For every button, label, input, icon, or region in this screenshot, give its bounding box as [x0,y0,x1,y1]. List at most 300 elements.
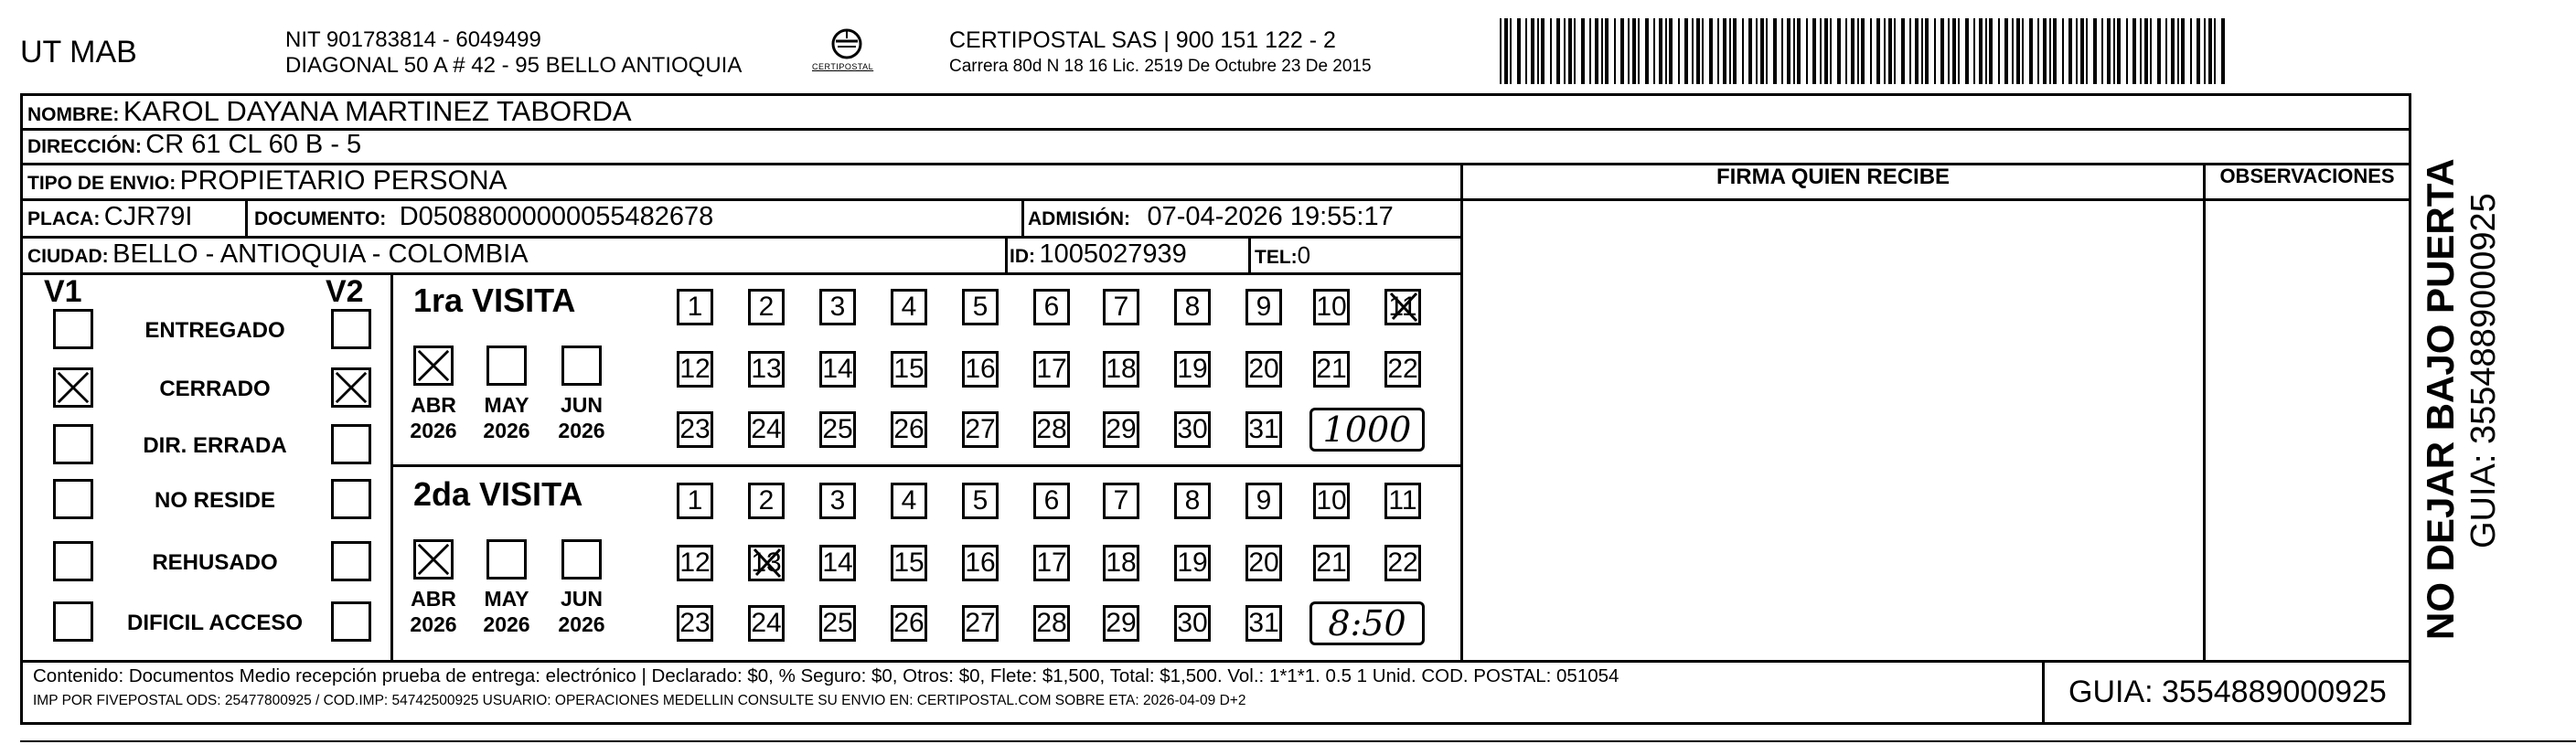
day-number: 1 [687,292,703,322]
year-label: 2026 [483,612,530,636]
barcode-bar [2012,18,2014,84]
day-number: 30 [1177,608,1208,638]
barcode-bar [1773,18,1777,84]
barcode-bar [2076,18,2078,84]
day-box[interactable] [1384,483,1421,519]
barcode-bar [1742,18,1744,84]
barcode-bar [2126,18,2128,84]
barcode-bar [2132,18,2136,84]
check-mark-icon [416,348,451,383]
day-number: 20 [1248,548,1279,578]
barcode-bar [1645,18,1649,84]
day-number: 17 [1036,548,1067,578]
day-number: 27 [965,608,996,638]
day-number: 5 [972,485,989,516]
day-box[interactable] [819,605,856,642]
barcode-bar [2101,18,2103,84]
v1-checkbox[interactable] [53,309,93,349]
day-number: 8 [1184,292,1201,322]
barcode-bar [1985,18,1987,84]
status-option-label: DIFICIL ACCESO [126,611,303,635]
day-number: 18 [1106,548,1137,578]
firma-header: FIRMA QUIEN RECIBE [1716,165,1951,189]
day-box[interactable] [1033,605,1070,642]
day-box[interactable] [1033,545,1070,581]
barcode-bar [1638,18,1640,84]
day-box[interactable] [1174,411,1211,448]
day-box[interactable] [819,351,856,388]
barcode-bar [1684,18,1688,84]
barcode-bar [1845,18,1847,84]
handwritten-time-box[interactable] [1309,601,1425,645]
day-box[interactable] [962,483,999,519]
status-option-label: CERRADO [159,377,271,401]
barcode-bar [2221,18,2225,84]
status-option-label: REHUSADO [152,550,278,575]
tipo-envio-label: TIPO DE ENVIO: [27,173,176,194]
barcode-bar [2208,18,2212,84]
barcode-bar [2107,18,2111,84]
day-box[interactable] [891,351,927,388]
placa-value: CJR79I [103,202,193,231]
direccion-row [27,130,361,160]
day-box[interactable] [1174,605,1211,642]
barcode-bar [1989,18,1993,84]
day-box[interactable] [1313,351,1350,388]
day-number: 30 [1177,414,1208,444]
day-box[interactable] [748,351,785,388]
v2-checkbox[interactable] [331,309,371,349]
day-number: 23 [679,414,711,444]
observaciones-header: OBSERVACIONES [2219,165,2395,187]
day-box[interactable] [1313,289,1350,325]
barcode-bar [1702,18,1704,84]
ciudad-value: BELLO - ANTIOQUIA - COLOMBIA [112,239,529,269]
day-box[interactable] [1245,605,1282,642]
barcode-bar [2113,18,2115,84]
day-number: 15 [893,548,925,578]
barcode-bar [1581,18,1585,84]
handwritten-time: 8:50 [1328,603,1406,643]
barcode-bar [1556,18,1560,84]
day-box[interactable] [891,289,927,325]
day-number: 11 [1388,292,1417,322]
barcode-bar [1934,18,1936,84]
barcode-bar [2068,18,2072,84]
barcode-bar [1793,18,1795,84]
company-name: UT MAB [20,35,137,69]
day-number: 2 [758,292,775,322]
day-number: 3 [829,485,846,516]
barcode-bar [1958,18,1960,84]
barcode-bar [1870,18,1872,84]
day-box[interactable] [748,605,785,642]
barcode-bar [2037,18,2039,84]
company-address: DIAGONAL 50 A # 42 - 95 BELLO ANTIOQUIA [285,53,743,78]
barcode-bar [1669,18,1673,84]
footer-imp: IMP POR FIVEPOSTAL ODS: 25477800925 / COD.IMP: 54742500925 USUARIO: OPERACIONES MEDELLIN CONSULTE SU ENVIO EN: CERTIPOSTAL.COM SOBRE ETA: 2026-04-09 D+2 [33,693,1246,708]
month-checkbox-jun[interactable] [561,346,602,386]
day-number: 2 [758,485,775,516]
day-mark-icon [749,544,787,582]
direccion-value: CR 61 CL 60 B - 5 [145,130,362,159]
barcode-bar [2171,18,2175,84]
day-box[interactable] [677,483,713,519]
barcode-bar [1861,18,1865,84]
barcode-bar [2140,18,2142,84]
barcode-bar [1510,18,1512,84]
day-box[interactable] [748,289,785,325]
day-number: 15 [893,354,925,384]
barcode-bar [1504,18,1508,84]
year-label: 2026 [558,612,605,636]
barcode-bar [1517,18,1521,84]
day-number: 27 [965,414,996,444]
day-number: 14 [822,354,853,384]
day-box[interactable] [962,411,999,448]
day-box[interactable] [1384,351,1421,388]
barcode-bar [1632,18,1636,84]
barcode-bar [2086,18,2088,84]
admision-label: ADMISIÓN: [1028,208,1130,229]
barcode-bar [1766,18,1768,84]
year-label: 2026 [558,419,605,442]
barcode-bar [1830,18,1832,84]
day-number: 19 [1177,548,1208,578]
day-number: 12 [679,354,711,384]
nombre-value: KAROL DAYANA MARTINEZ TABORDA [123,95,632,127]
day-box[interactable] [819,411,856,448]
tel-value: 0 [1297,241,1311,269]
barcode-bar [1756,18,1758,84]
day-box[interactable] [891,483,927,519]
barcode-bar [1564,18,1566,84]
day-number: 25 [822,608,853,638]
day-number: 22 [1387,548,1418,578]
day-number: 7 [1113,485,1129,516]
day-box[interactable] [677,545,713,581]
day-number: 3 [829,292,846,322]
day-number: 25 [822,414,853,444]
barcode-bar [1857,18,1859,84]
handwritten-time-box[interactable] [1309,408,1425,452]
day-box[interactable] [1174,351,1211,388]
barcode-bar [1781,18,1783,84]
day-number: 11 [1388,485,1417,516]
barcode-bar [1901,18,1905,84]
day-box[interactable] [1245,545,1282,581]
day-number: 21 [1316,354,1347,384]
barcode-bar [2181,18,2185,84]
placa-label: PLACA: [27,208,101,229]
v1-checkbox[interactable] [53,541,93,581]
barcode [1500,18,2231,84]
year-label: 2026 [410,612,457,636]
nombre-row [27,95,632,128]
day-box[interactable] [1033,411,1070,448]
day-box[interactable] [677,351,713,388]
month-checkbox-abr[interactable] [413,346,454,386]
day-box[interactable] [1313,483,1350,519]
barcode-bar [1979,18,1983,84]
day-box[interactable] [748,411,785,448]
barcode-bar [1696,18,1700,84]
no-dejar-bajo-puerta: NO DEJAR BAJO PUERTA [2419,158,2462,640]
month-label: ABR [411,393,456,417]
barcode-bar [1973,18,1975,84]
barcode-bar [1894,18,1896,84]
check-mark-icon [416,542,451,577]
day-number: 26 [893,608,925,638]
day-number: 14 [822,548,853,578]
barcode-bar [1729,18,1731,84]
status-option-label: DIR. ERRADA [143,433,287,458]
day-box[interactable] [1174,483,1211,519]
barcode-bar [2016,18,2020,84]
barcode-bar [1550,18,1552,84]
day-number: 7 [1113,292,1129,322]
barcode-bar [1678,18,1680,84]
courier-name: CERTIPOSTAL SAS | 900 151 122 - 2 [949,27,1336,53]
visit-title: 1ra VISITA [413,282,576,319]
day-box[interactable] [677,289,713,325]
day-box[interactable] [1103,351,1139,388]
footer-contenido: Contenido: Documentos Medio recepción prueba de entrega: electrónico | Declarado: $0, % Seguro: $0, Otros: $0, Flete: $1,500, Total: $1,500. Vol.: 1*1*1. 0.5 1 Unid. COD. POSTAL: 051054 [33,665,1619,686]
day-box[interactable] [1033,289,1070,325]
barcode-bar [1723,18,1726,84]
day-box[interactable] [1313,545,1350,581]
admision-cell [1028,202,1394,232]
day-number: 1 [687,485,703,516]
day-box[interactable] [1174,289,1211,325]
day-box[interactable] [819,545,856,581]
barcode-bar [1915,18,1919,84]
day-box[interactable] [1103,483,1139,519]
day-box[interactable] [891,545,927,581]
tel-label: TEL: [1255,247,1298,268]
barcode-bar [2165,18,2167,84]
barcode-bar [1921,18,1923,84]
documento-value: D05088000000055482678 [399,202,714,231]
year-label: 2026 [483,419,530,442]
barcode-bar [1601,18,1603,84]
courier-address: Carrera 80d N 18 16 Lic. 2519 De Octubre 23 De 2015 [949,57,1372,76]
barcode-bar [1628,18,1630,84]
month-label: ABR [411,587,456,611]
day-box[interactable] [1033,483,1070,519]
v1-checkbox[interactable] [53,479,93,519]
tel-cell [1255,241,1310,270]
barcode-bar [2022,18,2024,84]
v1-header: V1 [44,274,82,309]
v2-checkbox[interactable] [331,424,371,464]
day-box[interactable] [962,289,999,325]
barcode-bar [2190,18,2192,84]
day-box[interactable] [819,483,856,519]
barcode-bar [1692,18,1694,84]
day-number: 29 [1106,414,1137,444]
barcode-bar [2214,18,2216,84]
barcode-bar [1820,18,1822,84]
barcode-bar [1812,18,1816,84]
day-number: 4 [901,292,917,322]
day-box[interactable] [962,605,999,642]
barcode-bar [2062,18,2064,84]
barcode-bar [2197,18,2200,84]
day-number: 21 [1316,548,1347,578]
barcode-bar [1940,18,1944,84]
barcode-bar [1837,18,1841,84]
v2-checkbox[interactable] [331,541,371,581]
v2-checkbox[interactable] [331,601,371,642]
barcode-bar [1876,18,1880,84]
barcode-bar [1709,18,1713,84]
barcode-bar [1500,18,1502,84]
day-box[interactable] [819,289,856,325]
day-box[interactable] [1103,605,1139,642]
day-number: 17 [1036,354,1067,384]
barcode-bar [1620,18,1624,84]
day-number: 31 [1248,608,1279,638]
day-box[interactable] [748,545,785,581]
barcode-bar [1531,18,1534,84]
day-number: 6 [1043,485,1060,516]
day-box[interactable] [891,411,927,448]
v1-checkbox[interactable] [53,367,93,408]
barcode-bar [1568,18,1572,84]
footer-guia: GUIA: 3554889000925 [2068,675,2387,709]
barcode-bar [1574,18,1576,84]
barcode-bar [1998,18,2000,84]
barcode-bar [2004,18,2008,84]
day-number: 16 [965,548,996,578]
placa-cell [27,202,192,232]
day-number: 18 [1106,354,1137,384]
barcode-bar [1909,18,1911,84]
day-number: 23 [679,608,711,638]
barcode-bar [1595,18,1598,84]
month-checkbox-may[interactable] [486,539,527,580]
day-box[interactable] [1245,483,1282,519]
day-box[interactable] [1174,545,1211,581]
month-checkbox-abr[interactable] [413,539,454,580]
barcode-bar [1948,18,1950,84]
barcode-bar [1733,18,1737,84]
barcode-bar [2093,18,2097,84]
day-box[interactable] [891,605,927,642]
day-number: 8 [1184,485,1201,516]
company-nit: NIT 901783814 - 6049499 [285,27,541,52]
day-number: 28 [1036,414,1067,444]
day-box[interactable] [1245,411,1282,448]
year-label: 2026 [410,419,457,442]
barcode-bar [1605,18,1609,84]
month-label: MAY [484,587,529,611]
barcode-bar [1797,18,1801,84]
day-box[interactable] [962,351,999,388]
month-checkbox-may[interactable] [486,346,527,386]
barcode-bar [2080,18,2084,84]
v2-checkbox[interactable] [331,367,371,408]
side-vertical-text [2419,110,2519,640]
day-box[interactable] [1033,351,1070,388]
day-number: 12 [679,548,711,578]
logo-text: CERTIPOSTAL [812,62,874,71]
day-box[interactable] [1103,411,1139,448]
barcode-bar [2053,18,2057,84]
day-box[interactable] [962,545,999,581]
documento-label: DOCUMENTO: [254,208,387,229]
day-number: 31 [1248,414,1279,444]
day-number: 24 [751,414,782,444]
barcode-bar [1884,18,1886,84]
day-number: 6 [1043,292,1060,322]
day-box[interactable] [1103,545,1139,581]
day-number: 20 [1248,354,1279,384]
admision-value: 07-04-2026 19:55:17 [1147,202,1394,231]
day-number: 13 [751,354,782,384]
v1-checkbox[interactable] [53,601,93,642]
barcode-bar [1537,18,1539,84]
day-box[interactable] [677,411,713,448]
day-number: 29 [1106,608,1137,638]
day-number: 4 [901,485,917,516]
day-number: 10 [1316,292,1347,322]
month-label: MAY [484,393,529,417]
day-number: 22 [1387,354,1418,384]
visit-title: 2da VISITA [413,475,583,513]
barcode-bar [1589,18,1591,84]
day-number: 19 [1177,354,1208,384]
barcode-bar [1806,18,1808,84]
barcode-bar [2150,18,2152,84]
barcode-bar [1748,18,1752,84]
barcode-bar [1965,18,1969,84]
certipostal-logo [810,26,883,77]
day-box[interactable] [748,483,785,519]
day-box[interactable] [677,605,713,642]
barcode-bar [2177,18,2179,84]
barcode-bar [1760,18,1764,84]
day-number: 16 [965,354,996,384]
day-box[interactable] [1103,289,1139,325]
v2-checkbox[interactable] [331,479,371,519]
v1-checkbox[interactable] [53,424,93,464]
day-box[interactable] [1245,351,1282,388]
id-cell [1010,239,1187,270]
month-label: JUN [560,393,603,417]
status-option-label: ENTREGADO [144,318,285,343]
v2-header: V2 [326,274,364,309]
day-number: 5 [972,292,989,322]
barcode-bar [2043,18,2047,84]
day-number: 26 [893,414,925,444]
barcode-bar [2117,18,2121,84]
barcode-bar [2144,18,2148,84]
day-box[interactable] [1384,289,1421,325]
barcode-bar [1851,18,1855,84]
month-checkbox-jun[interactable] [561,539,602,580]
handwritten-time: 1000 [1322,409,1412,450]
barcode-bar [2204,18,2206,84]
day-box[interactable] [1245,289,1282,325]
day-mark-icon [1385,288,1424,326]
barcode-bar [1717,18,1719,84]
day-number: 10 [1316,485,1347,516]
day-number: 9 [1256,292,1272,322]
day-box[interactable] [1384,545,1421,581]
status-option-label: NO RESIDE [154,488,276,513]
